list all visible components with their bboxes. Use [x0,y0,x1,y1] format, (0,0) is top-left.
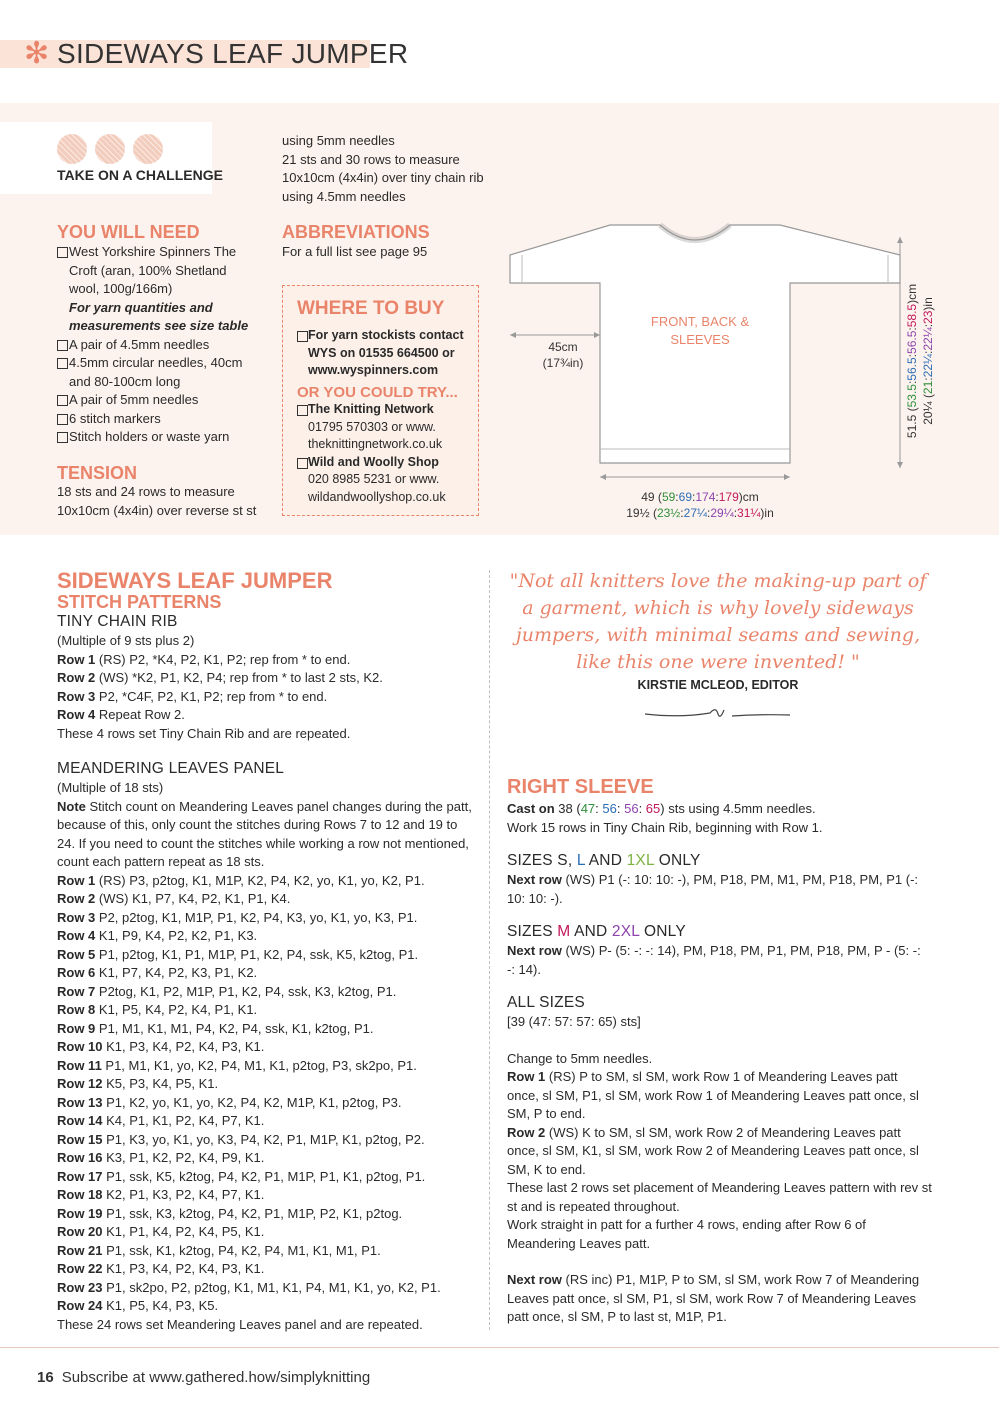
signature-flourish [640,704,800,724]
checkbox-icon [57,414,68,425]
pattern-row: Row 2 (WS) K1, P7, K4, P2, K1, P1, K4. [57,891,291,906]
pattern-row: Row 1 (RS) P3, p2tog, K1, M1P, K2, P4, K2, yo, K1, yo, K2, P1. [57,872,425,888]
meandering-heading: MEANDERING LEAVES PANEL [57,760,285,777]
pattern-row: Row 7 P2tog, K1, P2, M1P, P1, K2, P4, ssk, K3, k2tog, P1. [57,983,397,999]
flower-icon: ✻ [24,37,50,70]
editor-quote: "Not all knitters love the making-up part of a garment, which is why lovely sideways jumpers, with minimal seams and sewing, like this one were invented! " [509,570,927,673]
pattern-row: Row 16 K3, P1, K2, P2, K4, P9, K1. [57,1150,265,1165]
length-cm: 51.5 (53.5:56.5:56.5:58.5)cm [905,283,919,439]
sleeve-instructions: Change to 5mm needles. Row 1 (RS) P to SM, sl SM, work Row 1 of Meandering Leaves patt once, sl SM, P1, sl SM, work Row 1 of Meandering Leaves patt once, sl SM, P to end. Row 2 (WS) K to SM, sl SM, work Row 2 of Meandering Leaves patt once, sl SM, K1, sl SM, work Row 2 of Meandering Leaves patt once, sl SM, K to end. These last 2 rows set placement of Meandering Leaves pattern with rev st st and is repeated throughout. Work straight in patt for a further 4 rows, ending after Row 6 of Meandering Leaves patt. Next row (RS inc) P1, M1P, P to SM, sl SM, work Row 7 of Meandering Leaves patt once, sl SM, P1, sl SM, work Row 7 of Meandering Leaves patt once, sl SM, P to last st, M1P, P1. [507,1050,932,1327]
pattern-row: Row 13 P1, K2, yo, K1, yo, K2, P4, K2, M1P, K1, p2tog, P3. [57,1094,402,1110]
pattern-row: Row 6 K1, P7, K4, P2, K3, P1, K2. [57,965,258,980]
footer-divider [0,1347,999,1348]
tension-heading: TENSION [57,463,138,483]
pattern-row: Row 17 P1, ssk, K5, k2tog, P4, K2, P1, M1P, P1, K1, p2tog, P1. [57,1168,426,1184]
list-item: The Knitting Network 01795 570303 or www. theknittingnetwork.co.uk [297,401,467,454]
pattern-row: Row 11 P1, M1, K1, yo, K2, P4, M1, K1, p2tog, P3, sk2po, P1. [57,1057,417,1073]
width-in: 19½ (23½:27¼:29¼:31¼)in [626,506,774,520]
abbreviations-text: For a full list see page 95 [282,244,428,259]
challenge-label: TAKE ON A CHALLENGE [57,167,223,183]
list-item: For yarn stockists contact WYS on 01535 664500 or www.wyspinners.com [297,327,467,380]
right-sleeve-column [507,776,932,1327]
tension-text-part1: 18 sts and 24 rows to measure 10x10cm (4x4in) over reverse st st [57,484,257,518]
sizes-s-l-text: Next row (WS) P1 (-: 10: 10: -), PM, P18, PM, M1, PM, P18, PM, P1 (-: 10: 10: -). [507,872,919,906]
abbreviations-heading: ABBREVIATIONS [282,222,430,242]
stitch-patterns-column [57,570,477,1334]
all-sizes-heading: ALL SIZES [507,994,585,1011]
list-item: Stitch holders or waste yarn [57,428,257,447]
where-to-buy-list [297,327,467,506]
footer [37,1369,370,1386]
cast-on-text: Cast on 38 (47: 56: 56: 65) sts using 4.5mm needles. Work 15 rows in Tiny Chain Rib, beginning with Row 1. [507,801,823,835]
pattern-row: Row 3 P2, *C4F, P2, K1, P2; rep from * to end. [57,688,328,704]
section-title: SIDEWAYS LEAF JUMPER [57,568,333,593]
or-try-heading: OR YOU COULD TRY... [297,383,458,401]
meandering-rows [57,872,477,1316]
yarn-ball-icon [57,134,87,164]
pattern-row: Row 2 (WS) *K2, P1, K2, P4; rep from * to last 2 sts, K2. [57,670,383,685]
pattern-row: Row 1 (RS) P2, *K4, P2, K1, P2; rep from * to end. [57,651,351,667]
length-in: 20¼ (21:22¼:22¼:23)in [921,297,935,425]
checkbox-icon [57,395,68,406]
column-divider [489,570,490,1330]
pattern-row: Row 14 K4, P1, K1, P2, K4, P7, K1. [57,1113,265,1128]
tiny-chain-rib-heading: TINY CHAIN RIB [57,613,178,630]
section-subtitle: STITCH PATTERNS [57,592,222,612]
checkbox-icon [297,458,308,469]
pattern-row: Row 12 K5, P3, K4, P5, K1. [57,1076,219,1091]
pattern-row: Row 23 P1, sk2po, P2, p2tog, K1, M1, K1, P4, M1, K1, yo, K2, P1. [57,1279,441,1295]
yarn-ball-icon [133,134,163,164]
checkbox-icon [297,405,308,416]
subscribe-text: Subscribe at www.gathered.how/simplyknitting [61,1369,371,1386]
pattern-row: Row 15 P1, K3, yo, K1, yo, K3, P4, K2, P1, M1P, K1, p2tog, P2. [57,1131,425,1147]
you-will-need-heading: YOU WILL NEED [57,222,200,242]
challenge-rating [57,134,163,164]
list-item: 4.5mm circular needles, 40cm and 80-100cm long [57,354,257,391]
page-title: SIDEWAYS LEAF JUMPER [57,38,409,69]
pattern-row: Row 19 P1, ssk, K3, k2tog, P4, K2, P1, M1P, P2, K1, p2tog. [57,1205,403,1221]
tiny-chain-rib-body: (Multiple of 9 sts plus 2) Row 1 (RS) P2, *K4, P2, K1, P2; rep from * to end. Row 2 (WS) *K2, P1, K2, P4; rep from * to last 2 sts, K2. Row 3 P2, *C4F, P2, K1, P2; rep from * to end. Row 4 Repeat Row 2. These 4 rows set Tiny Chain Rib and are repeated. [57,632,477,743]
checkbox-icon [297,331,308,342]
width-measurement [600,489,800,521]
all-sizes-text: [39 (47: 57: 57: 65) sts] [507,1014,641,1029]
pattern-row: Next row (RS inc) P1, M1P, P to SM, sl SM, work Row 7 of Meandering Leaves patt once, sl SM, P1, sl SM, work Row 7 of Meandering Leaves patt once, sl SM, P to last st, M1P, P1. [507,1272,920,1324]
pattern-row: Row 21 P1, ssk, K1, k2tog, P4, K2, P4, M1, K1, M1, P1. [57,1242,381,1258]
checkbox-icon [57,432,68,443]
list-item: West Yorkshire Spinners The Croft (aran, 100% Shetland wool, 100g/166m) For yarn quantities and measurements see size table [57,243,257,336]
right-sleeve-heading: RIGHT SLEEVE [507,776,654,798]
page-number: 16 [37,1369,54,1386]
list-item: A pair of 5mm needles [57,391,257,410]
pattern-row: Row 2 (WS) K to SM, sl SM, work Row 2 of Meandering Leaves patt once, sl SM, K1, sl SM, work Row 2 of Meandering Leaves patt once, sl SM, K to end. [507,1124,919,1177]
sizes-s-l-heading: SIZES S, L AND 1XL ONLY [507,852,701,869]
quote-attribution: KIRSTIE MCLEOD, EDITOR [637,678,799,692]
list-item: 6 stitch markers [57,410,257,429]
width-cm: 49 (59:69:174:179)cm [641,490,759,504]
checkbox-icon [57,340,68,351]
pattern-row: Row 20 K1, P1, K4, P2, K4, P5, K1. [57,1224,265,1239]
diagram-label: FRONT, BACK & SLEEVES [650,314,750,347]
pattern-row: Row 8 K1, P5, K4, P2, K4, P1, K1. [57,1002,258,1017]
meandering-note: Note Stitch count on Meandering Leaves panel changes during the patt, because of this, only count the stitches during Rows 7 to 12 and 19 to 24. If you need to count the stitches while working a row not mentioned, count each pattern repeat as 18 sts. [57,798,472,869]
pattern-row: Row 24 K1, P5, K4, P3, K5. [57,1298,219,1313]
list-item: A pair of 4.5mm needles [57,336,257,355]
pattern-row: Row 18 K2, P1, K3, P2, K4, P7, K1. [57,1187,265,1202]
tension-text-part2: using 5mm needles 21 sts and 30 rows to measure 10x10cm (4x4in) over tiny chain rib using 4.5mm needles [282,133,484,204]
pattern-row: Row 5 P1, p2tog, K1, P1, M1P, P1, K2, P4, ssk, K5, k2tog, P1. [57,946,419,962]
yarn-ball-icon [95,134,125,164]
size-table-note: For yarn quantities and measurements see size table [69,299,249,333]
length-measurement [904,261,936,461]
sizes-m-heading: SIZES M AND 2XL ONLY [507,923,686,940]
pattern-row: Row 9 P1, M1, K1, M1, P4, K2, P4, ssk, K1, k2tog, P1. [57,1020,374,1036]
pattern-row: Row 3 P2, p2tog, K1, M1P, P1, K2, P4, K3, yo, K1, yo, K3, P1. [57,909,418,925]
pattern-row: Row 1 (RS) P to SM, sl SM, work Row 1 of Meandering Leaves patt once, sl SM, P1, sl SM, work Row 1 of Meandering Leaves patt once, sl SM, P to end. [507,1069,919,1121]
list-item: Wild and Woolly Shop 020 8985 5231 or www. wildandwoollyshop.co.uk [297,454,467,507]
checkbox-icon [57,358,68,369]
pattern-row: Row 10 K1, P3, K4, P2, K4, P3, K1. [57,1039,265,1054]
sleeve-measurement: 45cm (17¾in) [542,340,584,370]
where-to-buy-heading: WHERE TO BUY [297,298,445,319]
meandering-body: (Multiple of 18 sts) Note Stitch count on Meandering Leaves panel changes during the patt, because of this, only count the stitches during Rows 7 to 12 and 19 to 24. If you need to count the stitches while working a row not mentioned, count each pattern repeat as 18 sts. Row 1 (RS) P3, p2tog, K1, M1P, K2, P4, K2, yo, K1, yo, K2, P1. Row 2 (WS) K1, P7, K4, P2, K1, P1, K4. Row 3 P2, p2tog, K1, M1P, P1, K2, P4, K3, yo, K1, yo, K3, P1. Row 4 K1, P9, K4, P2, K2, P1, K3. Row 5 P1, p2tog, K1, P1, M1P, P1, K2, P4, ssk, K5, k2tog, P1. Row 6 K1, P7, K4, P2, K3, P1, K2. Row 7 P2tog, K1, P2, M1P, P1, K2, P4, ssk, K3, k2tog, P1. Row 8 K1, P5, K4, P2, K4, P1, K1. Row 9 P1, M1, K1, M1, P4, K2, P4, ssk, K1, k2tog, P1. Row 10 K1, P3, K4, P2, K4, P3, K1. Row 11 P1, M1, K1, yo, K2, P4, M1, K1, p2tog, P3, sk2po, P1. Row 12 K5, P3, K4, P5, K1. Row 13 P1, K2, yo, K1, yo, K2, P4, K2, M1P, K1, p2tog, P3. Row 14 K4, P1, K1, P2, K4, P7, K1. Row 15 P1, K3, yo, K1, yo, K3, P4, K2, P1, M1P, K1, p2tog, P2. Row 16 K3, P1, K2, P2, K4, P9, K1. Row 17 P1, ssk, K5, k2tog, P4, K2, P1, M1P, P1, K1, p2tog, P1. Row 18 K2, P1, K3, P2, K4, P7, K1. Row 19 P1, ssk, K3, k2tog, P4, K2, P1, M1P, P2, K1, p2tog. Row 20 K1, P1, K4, P2, K4, P5, K1. Row 21 P1, ssk, K1, k2tog, P4, K2, P4, M1, K1, M1, P1. Row 22 K1, P3, K4, P2, K4, P3, K1. Row 23 P1, sk2po, P2, p2tog, K1, M1, K1, P4, M1, K1, yo, K2, P1. Row 24 K1, P5, K4, P3, K5. These 24 rows set Meandering Leaves panel and are repeated. [57,779,477,1334]
pattern-row: Row 4 K1, P9, K4, P2, K2, P1, K3. [57,928,258,943]
pattern-row: Row 22 K1, P3, K4, P2, K4, P3, K1. [57,1261,265,1276]
checkbox-icon [57,247,68,258]
pattern-row: Row 4 Repeat Row 2. [57,707,185,722]
you-will-need-list [57,243,257,447]
sizes-m-text: Next row (WS) P- (5: -: -: 14), PM, P18, PM, P1, PM, P18, PM, P - (5: -: -: 14). [507,943,921,977]
